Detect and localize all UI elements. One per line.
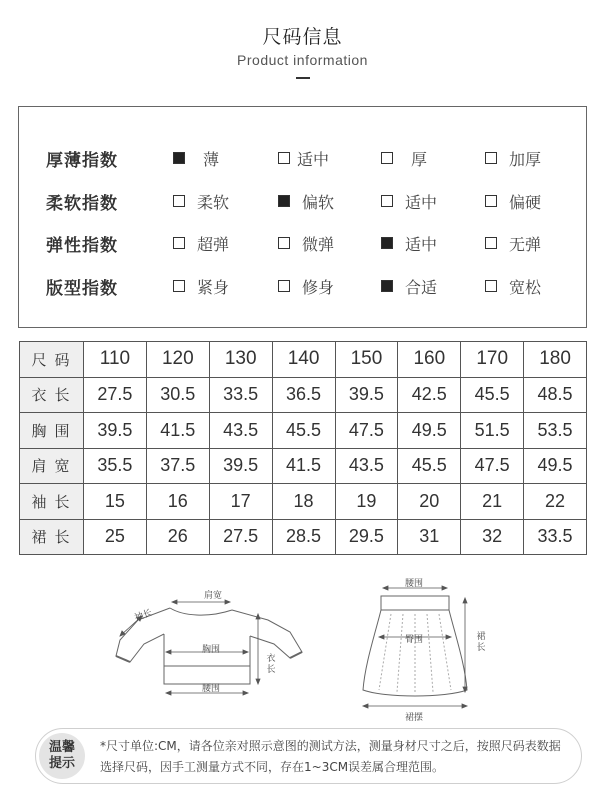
skirt-hip-label: 臀围: [405, 635, 424, 645]
index-row-thickness: [19, 143, 586, 173]
row-label: 衣长: [20, 377, 84, 413]
option-label: 无弹: [509, 234, 542, 254]
shoulder-label: 肩宽: [204, 591, 223, 601]
size-cell: 160: [398, 342, 461, 378]
row-label: 胸围: [20, 413, 84, 449]
measure-cell: 26: [146, 519, 209, 555]
chest-label: 胸围: [202, 645, 221, 655]
checkbox-icon: [278, 152, 290, 164]
checkbox-icon: [485, 195, 497, 207]
skirt-waist-label: 腰围: [405, 579, 424, 589]
option-label: 偏软: [302, 192, 335, 212]
measure-cell: 27.5: [209, 519, 272, 555]
skirt-diagram: [355, 574, 505, 724]
index-option: [278, 228, 334, 258]
option-label: 偏硬: [509, 192, 542, 212]
option-label: 超弹: [197, 234, 230, 254]
title-divider: [296, 77, 310, 79]
measure-cell: 47.5: [335, 413, 398, 449]
option-label: 适中: [405, 192, 438, 212]
measure-cell: 33.5: [524, 519, 587, 555]
measure-cell: 43.5: [209, 413, 272, 449]
checkbox-icon: [381, 152, 393, 164]
row-label: 肩宽: [20, 448, 84, 484]
measure-cell: 29.5: [335, 519, 398, 555]
index-row-fit: [19, 271, 586, 301]
measure-cell: 20: [398, 484, 461, 520]
measure-cell: 28.5: [272, 519, 335, 555]
measure-cell: 19: [335, 484, 398, 520]
index-option: [278, 186, 334, 216]
index-option: [485, 186, 541, 216]
top-diagram: [108, 582, 320, 706]
measure-cell: 49.5: [398, 413, 461, 449]
fabric-index-panel: [18, 106, 587, 328]
size-cell: 140: [272, 342, 335, 378]
size-header-row: [20, 342, 587, 378]
size-cell: 180: [524, 342, 587, 378]
measure-cell: 32: [461, 519, 524, 555]
size-table-row: [20, 377, 587, 413]
index-option: [278, 143, 329, 173]
checkbox-icon: [278, 280, 290, 292]
size-cell: 130: [209, 342, 272, 378]
checkbox-icon: [278, 237, 290, 249]
notice-badge-line1: 温馨: [48, 740, 75, 755]
measure-cell: 45.5: [461, 377, 524, 413]
measure-cell: 39.5: [84, 413, 147, 449]
length-label: 衣长: [266, 654, 276, 675]
index-option: [173, 271, 229, 301]
index-label: 版型指数: [46, 279, 118, 299]
measure-cell: 18: [272, 484, 335, 520]
row-label: 尺码: [20, 342, 84, 378]
size-cell: 150: [335, 342, 398, 378]
skirt-length-label: 裙长: [476, 632, 486, 653]
measure-cell: 21: [461, 484, 524, 520]
option-label: 柔软: [197, 192, 230, 212]
measure-cell: 36.5: [272, 377, 335, 413]
index-option: [381, 228, 437, 258]
measure-cell: 51.5: [461, 413, 524, 449]
size-table-row: [20, 413, 587, 449]
checkbox-icon: [381, 237, 393, 249]
measure-cell: 43.5: [335, 448, 398, 484]
measure-cell: 33.5: [209, 377, 272, 413]
option-label: 适中: [405, 234, 438, 254]
measure-cell: 41.5: [272, 448, 335, 484]
checkbox-icon: [485, 280, 497, 292]
index-label: 厚薄指数: [46, 151, 118, 171]
index-label: 柔软指数: [46, 194, 118, 214]
checkbox-icon: [173, 280, 185, 292]
measure-cell: 37.5: [146, 448, 209, 484]
index-option: [278, 271, 334, 301]
row-label: 裙长: [20, 519, 84, 555]
size-table-row: [20, 519, 587, 555]
measure-cell: 39.5: [335, 377, 398, 413]
measure-cell: 22: [524, 484, 587, 520]
page-title: 尺码信息: [262, 26, 343, 48]
checkbox-icon: [485, 237, 497, 249]
size-cell: 110: [84, 342, 147, 378]
sleeve-label: 袖长: [133, 608, 154, 624]
measure-cell: 39.5: [209, 448, 272, 484]
index-option: [381, 271, 437, 301]
notice-text: *尺寸单位:CM，请各位亲对照示意图的测试方法，测量身材尺寸之后，按照尺码表数据选择尺码，因手工测量方式不同，存在1~3CM误差属合理范围。: [100, 739, 561, 774]
measure-cell: 25: [84, 519, 147, 555]
option-label: 修身: [302, 277, 335, 297]
measure-cell: 45.5: [398, 448, 461, 484]
index-option: [173, 186, 229, 216]
notice-badge: [39, 733, 85, 779]
measure-cell: 35.5: [84, 448, 147, 484]
size-cell: 170: [461, 342, 524, 378]
skirt-hem-label: 裙摆: [405, 713, 424, 723]
measure-cell: 42.5: [398, 377, 461, 413]
option-label: 宽松: [509, 277, 542, 297]
measure-cell: 17: [209, 484, 272, 520]
index-option: [173, 228, 229, 258]
size-table-row: [20, 484, 587, 520]
size-table: [19, 341, 587, 555]
option-label: 加厚: [509, 149, 542, 169]
measure-cell: 16: [146, 484, 209, 520]
size-table-row: [20, 448, 587, 484]
index-row-elasticity: [19, 228, 586, 258]
checkbox-icon: [485, 152, 497, 164]
option-label: 厚: [411, 149, 428, 169]
page-subtitle: Product information: [237, 52, 368, 68]
index-option: [485, 271, 541, 301]
measure-cell: 27.5: [84, 377, 147, 413]
option-label: 合适: [405, 277, 438, 297]
measure-cell: 45.5: [272, 413, 335, 449]
measure-cell: 31: [398, 519, 461, 555]
index-option: [485, 228, 541, 258]
measure-cell: 49.5: [524, 448, 587, 484]
checkbox-icon: [173, 195, 185, 207]
measure-cell: 47.5: [461, 448, 524, 484]
measure-cell: 41.5: [146, 413, 209, 449]
checkbox-icon: [278, 195, 290, 207]
index-option: [173, 143, 219, 173]
measure-cell: 15: [84, 484, 147, 520]
checkbox-icon: [173, 152, 185, 164]
option-label: 紧身: [197, 277, 230, 297]
index-row-softness: [19, 186, 586, 216]
option-label: 微弹: [302, 234, 335, 254]
option-label: 薄: [203, 149, 220, 169]
notice-badge-line2: 提示: [48, 756, 75, 771]
option-label: 适中: [297, 149, 330, 169]
index-label: 弹性指数: [46, 236, 118, 256]
checkbox-icon: [381, 280, 393, 292]
waist-label: 腰围: [202, 684, 221, 694]
measure-cell: 30.5: [146, 377, 209, 413]
index-option: [381, 186, 437, 216]
index-option: [381, 143, 427, 173]
measure-cell: 48.5: [524, 377, 587, 413]
measure-cell: 53.5: [524, 413, 587, 449]
index-option: [485, 143, 541, 173]
checkbox-icon: [381, 195, 393, 207]
row-label: 袖长: [20, 484, 84, 520]
checkbox-icon: [173, 237, 185, 249]
size-cell: 120: [146, 342, 209, 378]
